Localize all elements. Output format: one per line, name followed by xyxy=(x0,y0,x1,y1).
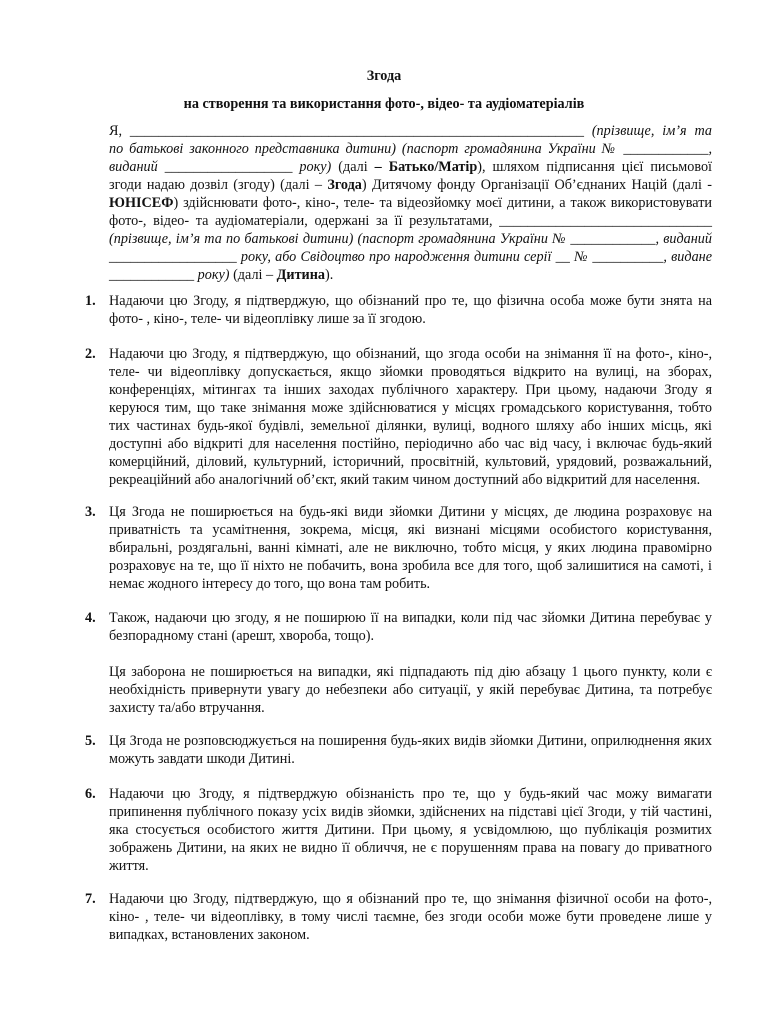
intro-text-7: ) Дитячому фонду Організації Об’єднаних Націй (далі - xyxy=(361,177,712,193)
item-text xyxy=(109,345,712,489)
item-text xyxy=(109,732,712,768)
item-number: 5. xyxy=(85,733,96,749)
intro-text-13: ). xyxy=(325,267,334,283)
item-text xyxy=(109,890,712,944)
intro-text-2: (прізвище, ім’я та по батькові законного представника дитини) (паспорт громадянина України № ____________, виданий __________________ року) xyxy=(109,123,712,175)
item-paragraph: Надаючи цю Згоду, підтверджую, що я обізнаний про те, що знімання фізичної особи на фото-, кіно- , теле- чи відеоплівку, в тому числі таємне, без згоди особи може бути проведене лише у випадках, встановлених законом. xyxy=(109,891,712,943)
item-number: 1. xyxy=(85,293,96,309)
item-number: 4. xyxy=(85,610,96,626)
item-paragraph: Надаючи цю Згоду, я підтверджую, що обізнаний, що згода особи на знімання її на фото-, кіно-, теле- чи відеоплівку допускається, якщо зйомки проводяться відкрито на вулиці, на зборах, конференціях, мітингах та інших заходах публічного характеру. При цьому, надаючи Згоду я керуюся тим, що таке знімання може здійснюватися у місцях громадського користування, тобто тих частинах будь-якої будівлі, земельної ділянки, вулиці, водного шляху або інших місць, які доступні або відкриті для населення постійно, періодично або час від часу, і включає будь-який комерційний, діловий, культурний, історичний, просвітній, культовий, урядовий, розважальний, рекреаційний або аналогічний об’єкт, який таким чином доступний або відкритий для населення. xyxy=(109,346,712,488)
item-number: 3. xyxy=(85,504,96,520)
intro-text-12: Дитина xyxy=(276,267,326,283)
item-paragraph: Ця Згода не розповсюджується на поширення будь-яких видів зйомки Дитини, оприлюднення яких можуть завдати шкоди Дитині. xyxy=(109,733,712,767)
intro-text-8: ЮНІСЕФ xyxy=(109,195,174,211)
intro-text-3: (далі xyxy=(331,159,375,175)
item-text xyxy=(109,785,712,875)
document-title: Згода xyxy=(366,68,402,84)
item-paragraph: Ця заборона не поширюється на випадки, які підпадають під дію абзацу 1 цього пункту, коли є необхідність привернути увагу до небезпеки або ситуації, у якій перебуває Дитина, та потребує захисту та/або втручання. xyxy=(109,664,712,716)
intro-text-11: (далі – xyxy=(229,267,277,283)
item-text xyxy=(109,503,712,593)
item-paragraph: Ця Згода не поширюється на будь-які види зйомки Дитини у місцях, де людина розраховує на приватність та усамітнення, зокрема, місця, які визнані місцями особистого користування, вбиральні, роздягальні, ванні кімнаті, але не виключно, тобто місця, у яких людина правомірно розраховує на те, що її ніхто не побачить, вона зробила все для того, щоб залишитися на самоті, і немає жодного інтересу до того, що вона там робить. xyxy=(109,504,712,592)
item-number: 7. xyxy=(85,891,96,907)
item-paragraph: Надаючи цю Згоду, я підтверджую обізнаність про те, що у будь-який час можу вимагати припинення публічного показу усіх видів зйомки, здійснених на підставі цієї Згоди, у тій частині, яка стосується особистого життя Дитини. При цьому, я усвідомлюю, що публікація розмитих зображень Дитини, на яких не видно її обличчя, не є порушенням права на повагу до приватного життя. xyxy=(109,786,712,874)
item-number: 6. xyxy=(85,786,96,802)
item-text xyxy=(109,609,712,717)
intro-text-6: Згода xyxy=(327,177,362,193)
item-number: 2. xyxy=(85,346,96,362)
item-text xyxy=(109,292,712,328)
intro-paragraph xyxy=(109,122,712,284)
intro-text-4: – Батько/Матір xyxy=(374,159,478,175)
intro-text-1: Я, ________________________________________________________________ xyxy=(109,123,584,139)
intro-text-9: ) здійснювати фото-, кіно-, теле- та відеозйомку моєї дитини, а також використовувати фото-, відео- та аудіоматеріали, одержані за її результатами, ______________________________ xyxy=(109,195,712,229)
intro-text-10: (прізвище, ім’я та по батькові дитини) (паспорт громадянина України № ____________, виданий __________________ року, або Свідоцтво про народження дитини серії __ № __________, видане ____________ року) xyxy=(109,231,712,283)
item-paragraph: Надаючи цю Згоду, я підтверджую, що обізнаний про те, що фізична особа може бути знята на фото- , кіно-, теле- чи відеоплівку лише за її згодою. xyxy=(109,293,712,327)
document-subtitle: на створення та використання фото-, відео- та аудіоматеріалів xyxy=(183,96,585,112)
intro-text-5: ), шляхом підписання цієї письмової згоди надаю дозвіл (згоду) (далі – xyxy=(109,159,712,193)
item-paragraph: Також, надаючи цю згоду, я не поширюю її на випадки, коли під час зйомки Дитина перебуває у безпорадному стані (арешт, хвороба, тощо). xyxy=(109,610,712,644)
